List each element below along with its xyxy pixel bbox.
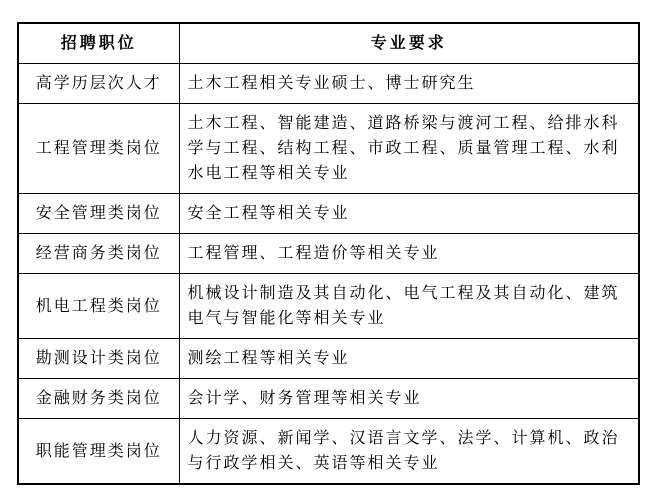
position-cell: 高学历层次人才 <box>18 64 179 104</box>
position-cell: 机电工程类岗位 <box>18 274 179 339</box>
position-cell: 职能管理类岗位 <box>18 419 179 485</box>
position-cell: 经营商务类岗位 <box>18 234 179 274</box>
requirement-cell: 人力资源、新闻学、汉语言文学、法学、计算机、政治与行政学相关、英语等相关专业 <box>179 419 639 485</box>
table-row <box>18 379 639 419</box>
table-row <box>18 274 639 339</box>
requirement-cell: 安全工程等相关专业 <box>179 194 639 234</box>
table-row <box>18 194 639 234</box>
position-cell: 勘测设计类岗位 <box>18 339 179 379</box>
table-row <box>18 339 639 379</box>
requirement-cell: 测绘工程等相关专业 <box>179 339 639 379</box>
header-position: 招聘职位 <box>18 23 179 64</box>
position-cell: 金融财务类岗位 <box>18 379 179 419</box>
requirement-cell: 机械设计制造及其自动化、电气工程及其自动化、建筑电气与智能化等相关专业 <box>179 274 639 339</box>
requirement-cell: 土木工程、智能建造、道路桥梁与渡河工程、给排水科学与工程、结构工程、市政工程、质量管理工程、水利水电工程等相关专业 <box>179 104 639 194</box>
requirement-cell: 工程管理、工程造价等相关专业 <box>179 234 639 274</box>
requirement-cell: 土木工程相关专业硕士、博士研究生 <box>179 64 639 104</box>
position-cell: 工程管理类岗位 <box>18 104 179 194</box>
recruitment-table <box>17 22 640 485</box>
table-row <box>18 234 639 274</box>
requirement-cell: 会计学、财务管理等相关专业 <box>179 379 639 419</box>
position-cell: 安全管理类岗位 <box>18 194 179 234</box>
table-row <box>18 104 639 194</box>
header-row <box>18 23 639 64</box>
header-requirement: 专业要求 <box>179 23 639 64</box>
table-row <box>18 64 639 104</box>
table-row <box>18 419 639 485</box>
